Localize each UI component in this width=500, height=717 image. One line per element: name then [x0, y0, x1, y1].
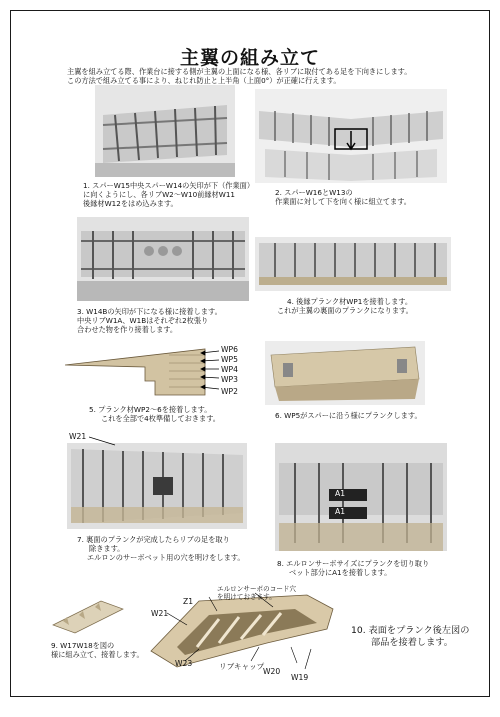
- photo-step-3: [77, 217, 249, 301]
- wp-labels: [221, 345, 238, 397]
- caption-step-10: [351, 625, 469, 648]
- caption-line: 合わせた物を作り接着します。: [77, 325, 178, 335]
- plank-sheet-drawing: [65, 345, 215, 399]
- caption-step-6: [275, 411, 422, 420]
- caption-line: 様に組み立て、接着します。: [51, 650, 144, 660]
- note-line: エルロンサーボのコード穴: [217, 585, 297, 593]
- caption-line: 10. 表面をプランク後左図の: [351, 625, 470, 636]
- caption-line: エルロンのサーボベット用の穴を明けをします。: [87, 553, 245, 563]
- caption-line: 作業面に対して下を向く様に組立てます。: [275, 197, 411, 207]
- caption-line: に向くようにし、各リブW2～W10前縁材W11: [83, 190, 235, 200]
- caption-step-9: [51, 641, 144, 659]
- label-servo-note: [217, 585, 296, 601]
- label-z1: Z1: [183, 597, 194, 606]
- caption-step-5: [89, 405, 220, 423]
- photo-step-2: [255, 89, 447, 183]
- label-w21: W21: [151, 609, 169, 618]
- caption-step-3: [77, 307, 222, 335]
- caption-step-8: [277, 559, 429, 577]
- photo-step-8: [275, 443, 447, 551]
- caption-line: これを全部で4枚準備しておきます。: [101, 414, 220, 424]
- caption-step-7: [77, 535, 245, 563]
- photo-step-1: [95, 85, 235, 177]
- label-wp5: WP5: [221, 355, 238, 364]
- label-wp2: WP2: [221, 387, 238, 396]
- caption-line: これが主翼の裏面のプランクになります。: [277, 306, 413, 316]
- note-line: を明けておきます。: [217, 593, 276, 601]
- wp-arrows: [197, 345, 221, 397]
- caption-step-2: [275, 188, 411, 206]
- caption-line: 6. WP5がスパーに沿う様にプランクします。: [275, 411, 422, 420]
- intro-line: この方法で組み立てる事により、ねじれ防止と上半角（上面0°）が正確に行えます。: [67, 76, 341, 85]
- caption-line: ベット部分にA1を接着します。: [289, 568, 392, 578]
- label-w19: W19: [291, 673, 309, 682]
- caption-line: 除きます。: [89, 544, 125, 554]
- label-rib-cap: リブキャップ: [219, 662, 265, 671]
- page-title: 主翼の組み立て: [179, 47, 320, 69]
- caption-step-1: [83, 181, 254, 209]
- caption-step-4: [277, 297, 413, 316]
- assembly-page: [10, 10, 490, 697]
- caption-line: 9. W17W18を図の: [51, 641, 115, 650]
- caption-line: 8. エルロンサーボサイズにプランクを切り取り: [277, 559, 430, 568]
- photo-step-6: [265, 341, 425, 405]
- label-a1-bottom: A1: [335, 507, 346, 516]
- caption-line: 部品を接着します。: [371, 636, 453, 648]
- caption-line: 中央リブW1A、W1Bはそれぞれ2枚張り: [77, 316, 209, 326]
- caption-line: 後縁材W12をはめ込みます。: [83, 199, 178, 209]
- label-wp4: WP4: [221, 365, 238, 374]
- caption-line: 7. 裏面のプランクが完成したらリブの足を取り: [77, 535, 230, 544]
- w17-w18-drawing: [51, 595, 125, 637]
- photo-step-4: [255, 237, 451, 291]
- label-w23: W23: [175, 659, 193, 668]
- photo-step-7: [67, 443, 247, 529]
- label-w20: W20: [263, 667, 281, 676]
- caption-line: 2. スパーW16とW13の: [275, 188, 353, 197]
- label-a1-top: A1: [335, 489, 346, 498]
- caption-line: 5. プランク材WP2～6を接着します。: [89, 405, 212, 414]
- caption-line: 3. W14Bの矢印が下になる様に接着します。: [77, 307, 222, 316]
- w21-leader: [89, 433, 119, 447]
- intro-line: 主翼を組み立てる際、作業台に接する側が主翼の上面になる様、各リブに取付てある足を下向きにします。: [67, 67, 412, 76]
- label-wp6: WP6: [221, 345, 238, 354]
- intro-text: [67, 67, 467, 85]
- label-w21-top: W21: [69, 432, 87, 441]
- caption-line: 4. 後縁プランク材WP1を接着します。: [287, 297, 413, 306]
- caption-line: 1. スパーW15中央スパーW14の矢印が下（作業面）: [83, 181, 255, 190]
- label-wp3: WP3: [221, 375, 238, 384]
